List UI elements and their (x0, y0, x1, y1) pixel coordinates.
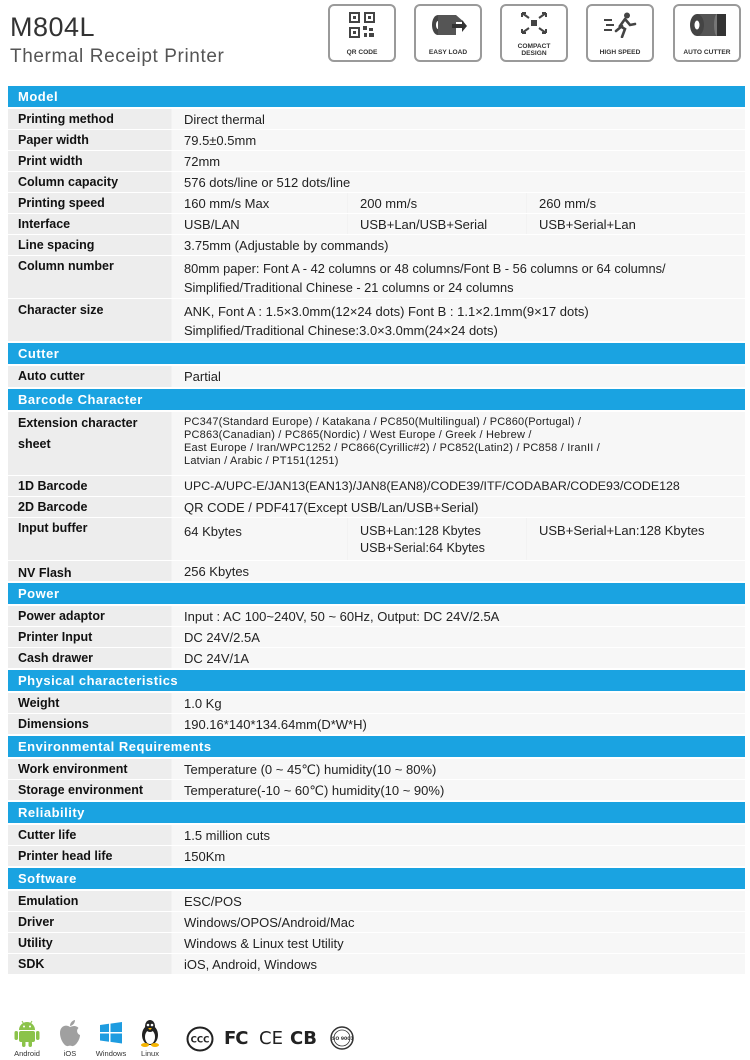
spec-label: Work environment (8, 759, 171, 779)
spec-label: SDK (8, 954, 171, 974)
os-android (7, 1018, 47, 1058)
spec-label: Paper width (8, 130, 171, 150)
spec-label: NV Flash (8, 561, 171, 581)
spec-value: Direct thermal (172, 109, 745, 129)
model-title: M804L (10, 12, 96, 42)
spec-row-dimensions (8, 714, 745, 734)
spec-row-paper-width (8, 130, 745, 150)
spec-value: 72mm (172, 151, 745, 171)
spec-row-print-width (8, 151, 745, 171)
os-ios (50, 1018, 90, 1058)
os-label: iOS (63, 1049, 77, 1058)
spec-row-cutter-life (8, 825, 745, 845)
spec-label: Print width (8, 151, 171, 171)
iso-9001-seal-icon (330, 1026, 354, 1050)
spec-value: Temperature(-10 ~ 60℃) humidity(10 ~ 90%) (172, 780, 745, 800)
spec-value: USB+Serial+Lan:128 Kbytes (527, 518, 745, 560)
spec-value (172, 412, 745, 475)
spec-value: USB+Lan/USB+Serial (348, 214, 526, 234)
spec-value: 150Km (172, 846, 745, 866)
spec-label: Auto cutter (8, 366, 171, 387)
section-header-cutter: Cutter (8, 343, 745, 364)
spec-value: UPC-A/UPC-E/JAN13(EAN13)/JAN8(EAN8)/CODE39/ITF/CODABAR/CODE93/CODE128 (172, 476, 745, 496)
spec-value (172, 299, 745, 341)
spec-value: ESC/POS (172, 891, 745, 911)
spec-row-printing-method (8, 109, 745, 129)
spec-label-line: sheet (18, 437, 51, 451)
section-header-model: Model (8, 86, 745, 107)
spec-value-line: ANK, Font A : 1.5×3.0mm(12×24 dots) Font B : 1.1×2.1mm(9×17 dots) (184, 304, 589, 319)
spec-value: 1.5 million cuts (172, 825, 745, 845)
spec-value: 576 dots/line or 512 dots/line (172, 172, 745, 192)
spec-row-printer-head-life (8, 846, 745, 866)
iso-seal-text: ISO 9001 (330, 1037, 354, 1042)
spec-value: USB/LAN (172, 214, 347, 234)
android-icon (13, 1018, 41, 1048)
spec-label: Weight (8, 693, 171, 713)
spec-row-utility (8, 933, 745, 953)
ccc-mark-icon (186, 1026, 214, 1052)
section-header-barcode: Barcode Character (8, 389, 745, 410)
page-header (0, 0, 750, 80)
spec-label: 1D Barcode (8, 476, 171, 496)
spec-value-line: USB+Serial:64 Kbytes (360, 541, 485, 555)
spec-value: iOS, Android, Windows (172, 954, 745, 974)
running-figure-icon (603, 12, 637, 38)
spec-value: Partial (172, 366, 745, 387)
spec-value-line: 80mm paper: Font A - 42 columns or 48 columns/Font B - 56 columns or 64 columns/ (184, 261, 666, 276)
feature-label-line1: COMPACT (517, 43, 551, 50)
spec-label: Utility (8, 933, 171, 953)
spec-row-1d-barcode (8, 476, 745, 496)
feature-label: AUTO CUTTER (683, 49, 731, 56)
spec-value: QR CODE / PDF417(Except USB/Lan/USB+Serial) (172, 497, 745, 517)
feature-qr-code (328, 4, 396, 62)
spec-label: 2D Barcode (8, 497, 171, 517)
spec-value: Windows & Linux test Utility (172, 933, 745, 953)
spec-label: Interface (8, 214, 171, 234)
spec-label: Cutter life (8, 825, 171, 845)
spec-value: 200 mm/s (348, 193, 526, 213)
fc-mark: FC (224, 1028, 248, 1049)
spec-label: Character size (8, 299, 171, 341)
spec-value: DC 24V/2.5A (172, 627, 745, 647)
spec-value-columns (172, 214, 745, 234)
os-windows (91, 1018, 131, 1058)
spec-row-character-size (8, 299, 745, 341)
spec-label: Printer Input (8, 627, 171, 647)
spec-table (8, 86, 745, 974)
spec-value: 1.0 Kg (172, 693, 745, 713)
spec-value: Input : AC 100~240V, 50 ~ 60Hz, Output: DC 24V/2.5A (172, 606, 745, 626)
spec-row-2d-barcode (8, 497, 745, 517)
spec-label: Input buffer (8, 518, 171, 560)
spec-row-sdk (8, 954, 745, 974)
linux-penguin-icon (137, 1018, 163, 1048)
windows-icon (98, 1018, 124, 1048)
ce-mark: CE (259, 1028, 283, 1049)
spec-row-nv-flash (8, 561, 745, 581)
os-label: Windows (95, 1049, 127, 1058)
feature-easy-load (414, 4, 482, 62)
spec-row-column-capacity (8, 172, 745, 192)
spec-value-line: Latvian / Arabic / PT151(1251) (184, 455, 339, 467)
spec-value: 190.16*140*134.64mm(D*W*H) (172, 714, 745, 734)
spec-label: Printing method (8, 109, 171, 129)
spec-value: 160 mm/s Max (172, 193, 347, 213)
spec-label: Column capacity (8, 172, 171, 192)
feature-compact-design (500, 4, 568, 62)
section-header-software: Software (8, 868, 745, 889)
spec-value (172, 256, 745, 298)
product-subtitle: Thermal Receipt Printer (10, 46, 225, 67)
compact-arrows-icon (521, 12, 547, 34)
spec-value-line: PC863(Canadian) / PC865(Nordic) / West Europe / Greek / Hebrew / (184, 429, 532, 441)
spec-row-input-buffer (8, 518, 745, 560)
spec-row-auto-cutter (8, 366, 745, 387)
page-footer (0, 1018, 750, 1060)
feature-label: EASY LOAD (428, 49, 468, 56)
feature-high-speed (586, 4, 654, 62)
spec-row-printing-speed (8, 193, 745, 213)
spec-value: Temperature (0 ~ 45℃) humidity(10 ~ 80%) (172, 759, 745, 779)
spec-label: Column number (8, 256, 171, 298)
spec-value: DC 24V/1A (172, 648, 745, 668)
cb-mark: CB (290, 1028, 317, 1049)
spec-value-line: Simplified/Traditional Chinese:3.0×3.0mm(24×24 dots) (184, 323, 498, 338)
spec-row-column-number (8, 256, 745, 298)
section-header-environment: Environmental Requirements (8, 736, 745, 757)
spec-row-power-adaptor (8, 606, 745, 626)
spec-row-extension-character-sheet (8, 412, 745, 475)
spec-label: Storage environment (8, 780, 171, 800)
spec-row-weight (8, 693, 745, 713)
spec-value-columns (172, 518, 745, 560)
feature-label: QR CODE (346, 49, 378, 56)
section-header-power: Power (8, 583, 745, 604)
ccc-mark-text: CCC (190, 1035, 210, 1046)
spec-label: Emulation (8, 891, 171, 911)
spec-value-line: East Europe / Iran/WPC1252 / PC866(Cyrillic#2) / PC852(Latin2) / PC858 / IranII / (184, 442, 601, 454)
apple-icon (57, 1018, 83, 1048)
spec-row-work-environment (8, 759, 745, 779)
spec-row-interface (8, 214, 745, 234)
feature-label: HIGH SPEED (599, 49, 641, 56)
spec-row-driver (8, 912, 745, 932)
spec-value (348, 518, 526, 560)
spec-label: Cash drawer (8, 648, 171, 668)
spec-row-emulation (8, 891, 745, 911)
spec-label-line: Extension character (18, 416, 138, 430)
spec-value: Windows/OPOS/Android/Mac (172, 912, 745, 932)
qr-code-icon (349, 12, 375, 38)
spec-value: 3.75mm (Adjustable by commands) (172, 235, 745, 255)
spec-value-line: Simplified/Traditional Chinese - 21 columns or 24 columns (184, 280, 514, 295)
spec-value-line: USB+Lan:128 Kbytes (360, 524, 481, 538)
spec-value: USB+Serial+Lan (527, 214, 745, 234)
spec-value-line: PC347(Standard Europe) / Katakana / PC850(Multilingual) / PC860(Portugal) / (184, 416, 582, 428)
spec-value: 79.5±0.5mm (172, 130, 745, 150)
spec-label: Printing speed (8, 193, 171, 213)
os-label: Linux (141, 1049, 159, 1058)
spec-value-columns (172, 193, 745, 213)
spec-label: Driver (8, 912, 171, 932)
os-linux (130, 1018, 170, 1058)
spec-value: 256 Kbytes (172, 561, 745, 581)
spec-label: Printer head life (8, 846, 171, 866)
os-label: Android (14, 1049, 40, 1058)
feature-label-line2: DESIGN (521, 50, 547, 57)
spec-row-line-spacing (8, 235, 745, 255)
paper-roll-load-icon (428, 12, 468, 38)
paper-roll-cutter-icon (687, 12, 727, 38)
feature-label (502, 43, 566, 57)
spec-value: 64 Kbytes (172, 518, 347, 560)
spec-row-cash-drawer (8, 648, 745, 668)
spec-row-printer-input (8, 627, 745, 647)
spec-row-storage-environment (8, 780, 745, 800)
feature-auto-cutter (673, 4, 741, 62)
spec-label: Line spacing (8, 235, 171, 255)
section-header-physical: Physical characteristics (8, 670, 745, 691)
spec-value: 260 mm/s (527, 193, 745, 213)
spec-label (8, 412, 171, 475)
section-header-reliability: Reliability (8, 802, 745, 823)
spec-label: Dimensions (8, 714, 171, 734)
spec-label: Power adaptor (8, 606, 171, 626)
